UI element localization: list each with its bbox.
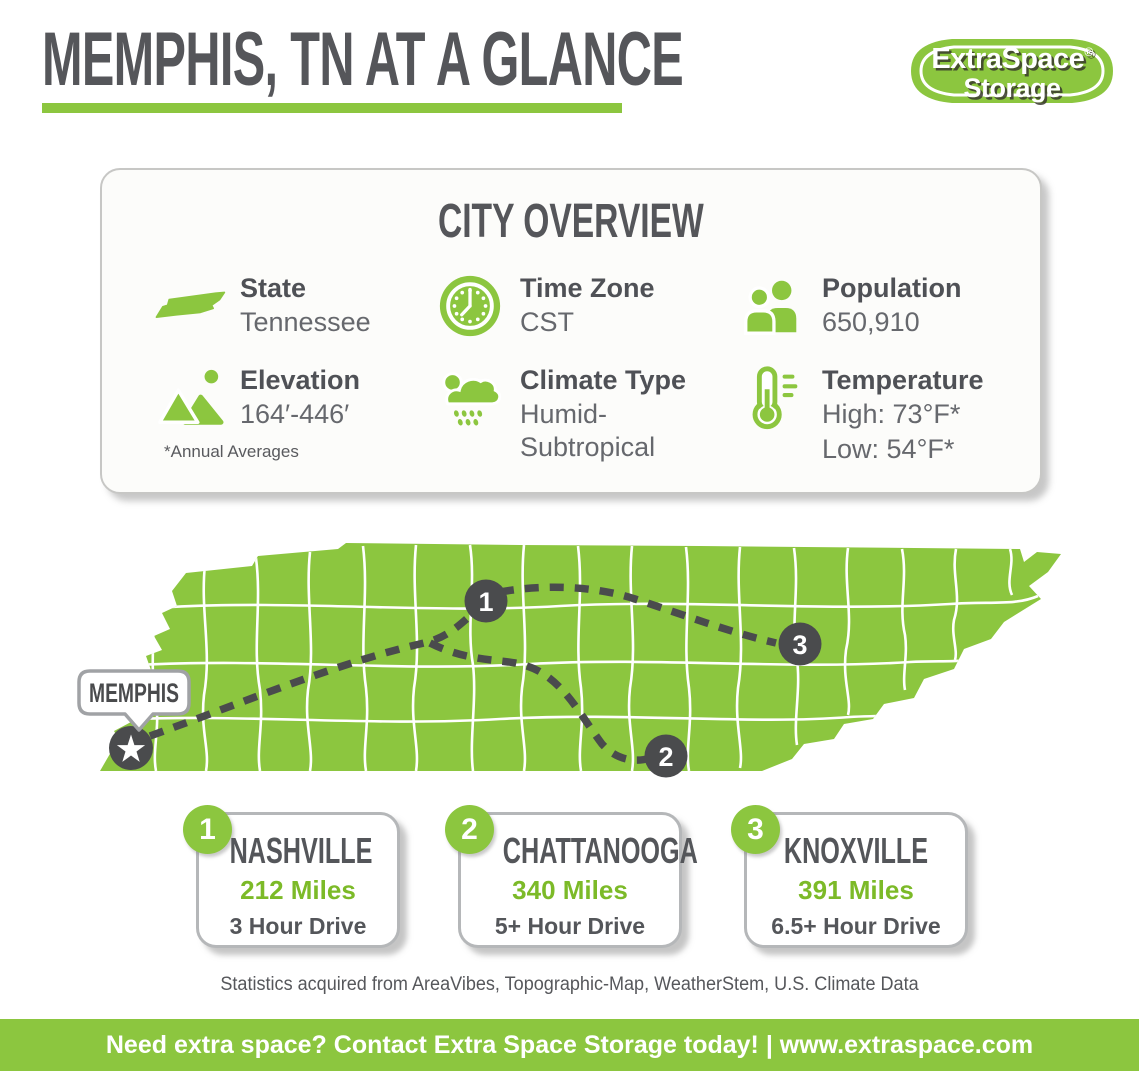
stat-temperature [736,362,984,466]
stat-label: Population [822,273,962,303]
destination-drive-time: 6.5+ Hour Drive [771,913,941,939]
tennessee-state-icon [154,270,226,342]
stat-label: Elevation [240,365,361,395]
destination-city: CHATTANOOGA [502,830,698,871]
destination-3-badge: 3 [731,805,780,854]
destination-distance: 340 Miles [512,875,628,905]
stat-label: Temperature [822,365,984,395]
mountains-icon [154,362,226,434]
destination-distance: 391 Miles [798,875,914,905]
thermometer-icon [736,362,808,434]
statistics-sources: Statistics acquired from AreaVibes, Topographic-Map, WeatherStem, U.S. Climate Data [220,974,919,995]
city-overview-title: CITY OVERVIEW [438,195,704,248]
destination-drive-time: 3 Hour Drive [229,913,367,939]
map-marker-3 [779,623,822,666]
memphis-star-marker [109,726,153,770]
logo-line2: Storage [963,73,1061,103]
stat-label: State [240,273,307,303]
stat-value: CST [520,307,574,337]
stat-value: Tennessee [240,307,371,337]
logo-line1: ExtraSpace® [931,43,1093,75]
stat-label: Time Zone [520,273,655,303]
stat-time-zone [434,270,655,342]
map-marker-1-number: 1 [478,587,494,617]
population-icon [736,270,808,342]
destination-card-nashville [196,812,400,948]
stat-population [736,270,961,342]
cta-bar [0,1019,1139,1071]
city-overview-card [100,168,1042,494]
stat-climate [434,362,686,464]
memphis-label: MEMPHIS [89,678,179,708]
stat-value: High: 73°F* [822,399,961,429]
stat-value: 650,910 [822,307,920,337]
title-underline [42,103,622,113]
stat-value: Humid-Subtropical [520,399,656,462]
destination-card-chattanooga [458,812,698,948]
destination-card-knoxville [744,812,968,948]
annual-averages-note: *Annual Averages [164,442,299,461]
map-marker-2 [645,735,688,778]
destination-2-badge: 2 [445,805,494,854]
stat-value-2: Low: 54°F* [822,434,955,464]
stat-value: 164′-446′ [240,399,350,429]
map-marker-2-number: 2 [658,742,674,772]
cta-text: Need extra space? Contact Extra Space Storage today! | www.extraspace.com [105,1031,1034,1059]
clock-icon [434,270,506,342]
rain-cloud-icon [434,362,506,434]
destination-1-badge: 1 [183,805,232,854]
page-title: MEMPHIS, TN AT A GLANCE [42,17,683,102]
map-marker-1 [465,580,508,623]
stat-state [154,270,371,342]
destination-drive-time: 5+ Hour Drive [494,913,646,939]
destination-distance: 212 Miles [240,875,356,905]
tennessee-map [0,538,1139,788]
destination-city: NASHVILLE [229,830,373,871]
map-marker-3-number: 3 [792,630,808,660]
stat-elevation [154,362,360,434]
registered-mark: ® [1084,45,1093,59]
extra-space-storage-logo [903,28,1121,116]
stat-label: Climate Type [520,365,687,395]
destination-city: KNOXVILLE [783,830,929,871]
